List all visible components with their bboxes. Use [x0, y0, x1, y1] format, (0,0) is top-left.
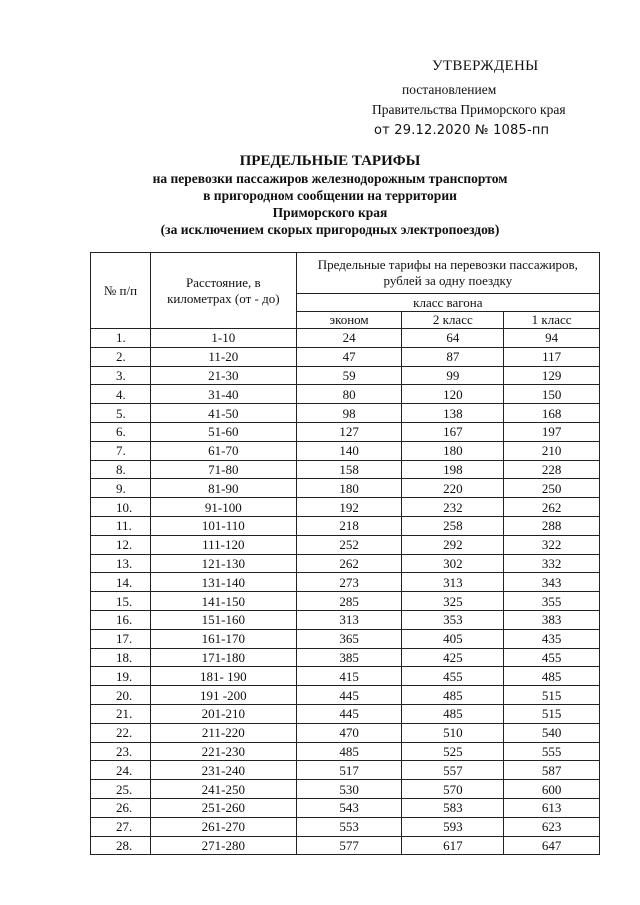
tariff-rows — [91, 329, 600, 855]
row-class2-price: 525 — [402, 742, 504, 761]
row-econom-price: 553 — [296, 817, 402, 836]
row-number: 1. — [91, 329, 151, 348]
row-econom-price: 365 — [296, 629, 402, 648]
row-class2-price: 325 — [402, 592, 504, 611]
table-row — [91, 667, 600, 686]
table-row — [91, 592, 600, 611]
row-econom-price: 24 — [296, 329, 402, 348]
table-row — [91, 761, 600, 780]
row-class1-price: 322 — [504, 535, 600, 554]
row-class2-price: 64 — [402, 329, 504, 348]
row-distance: 271-280 — [150, 836, 296, 855]
table-row — [91, 554, 600, 573]
row-class2-price: 485 — [402, 704, 504, 723]
row-class2-price: 593 — [402, 817, 504, 836]
row-class2-price: 99 — [402, 366, 504, 385]
row-distance: 81-90 — [150, 479, 296, 498]
row-class2-price: 583 — [402, 798, 504, 817]
row-distance: 251-260 — [150, 798, 296, 817]
row-class2-price: 232 — [402, 498, 504, 517]
row-class2-price: 485 — [402, 686, 504, 705]
row-number: 2. — [91, 347, 151, 366]
row-econom-price: 192 — [296, 498, 402, 517]
table-row — [91, 780, 600, 799]
tariff-table — [90, 252, 600, 855]
table-row — [91, 610, 600, 629]
table-row — [91, 422, 600, 441]
table-row — [91, 404, 600, 423]
table-row — [91, 704, 600, 723]
row-distance: 261-270 — [150, 817, 296, 836]
header-distance: Расстояние, в километрах (от - до) — [150, 253, 296, 329]
row-distance: 141-150 — [150, 592, 296, 611]
row-distance: 1-10 — [150, 329, 296, 348]
row-econom-price: 252 — [296, 535, 402, 554]
row-distance: 91-100 — [150, 498, 296, 517]
row-class2-price: 87 — [402, 347, 504, 366]
row-class1-price: 647 — [504, 836, 600, 855]
row-number: 13. — [91, 554, 151, 573]
row-class2-price: 570 — [402, 780, 504, 799]
row-distance: 101-110 — [150, 516, 296, 535]
row-distance: 191 -200 — [150, 686, 296, 705]
header-number: № п/п — [91, 253, 151, 329]
row-class2-price: 220 — [402, 479, 504, 498]
table-row — [91, 460, 600, 479]
row-class2-price: 617 — [402, 836, 504, 855]
row-distance: 31-40 — [150, 385, 296, 404]
row-econom-price: 158 — [296, 460, 402, 479]
title-line-5: (за исключением скорых пригородных электропоездов) — [160, 222, 500, 237]
row-distance: 221-230 — [150, 742, 296, 761]
row-distance: 171-180 — [150, 648, 296, 667]
approved-heading: УТВЕРЖДЕНЫ — [432, 58, 539, 74]
row-number: 19. — [91, 667, 151, 686]
row-class1-price: 455 — [504, 648, 600, 667]
row-number: 9. — [91, 479, 151, 498]
row-class1-price: 613 — [504, 798, 600, 817]
row-number: 17. — [91, 629, 151, 648]
row-econom-price: 98 — [296, 404, 402, 423]
row-class1-price: 262 — [504, 498, 600, 517]
row-econom-price: 517 — [296, 761, 402, 780]
row-econom-price: 218 — [296, 516, 402, 535]
row-econom-price: 543 — [296, 798, 402, 817]
row-class1-price: 383 — [504, 610, 600, 629]
row-class2-price: 557 — [402, 761, 504, 780]
row-number: 25. — [91, 780, 151, 799]
table-row — [91, 498, 600, 517]
row-number: 4. — [91, 385, 151, 404]
row-econom-price: 445 — [296, 686, 402, 705]
table-row — [91, 648, 600, 667]
row-number: 18. — [91, 648, 151, 667]
row-number: 23. — [91, 742, 151, 761]
row-class2-price: 120 — [402, 385, 504, 404]
table-row — [91, 817, 600, 836]
row-number: 11. — [91, 516, 151, 535]
title-line-4: Приморского края — [272, 205, 388, 220]
row-class2-price: 353 — [402, 610, 504, 629]
row-number: 5. — [91, 404, 151, 423]
row-class1-price: 210 — [504, 441, 600, 460]
row-distance: 231-240 — [150, 761, 296, 780]
header-class1: 1 класс — [504, 312, 600, 329]
row-class2-price: 138 — [402, 404, 504, 423]
row-class1-price: 117 — [504, 347, 600, 366]
row-class1-price: 515 — [504, 704, 600, 723]
row-econom-price: 127 — [296, 422, 402, 441]
row-distance: 201-210 — [150, 704, 296, 723]
row-distance: 21-30 — [150, 366, 296, 385]
row-econom-price: 273 — [296, 573, 402, 592]
table-row — [91, 366, 600, 385]
row-econom-price: 285 — [296, 592, 402, 611]
row-distance: 211-220 — [150, 723, 296, 742]
row-distance: 131-140 — [150, 573, 296, 592]
row-class2-price: 167 — [402, 422, 504, 441]
row-econom-price: 180 — [296, 479, 402, 498]
row-number: 21. — [91, 704, 151, 723]
decree-label: постановлением — [402, 82, 497, 97]
row-econom-price: 470 — [296, 723, 402, 742]
row-class2-price: 302 — [402, 554, 504, 573]
row-class2-price: 425 — [402, 648, 504, 667]
header-class2: 2 класс — [402, 312, 504, 329]
row-distance: 111-120 — [150, 535, 296, 554]
document-title — [100, 152, 560, 238]
row-class1-price: 168 — [504, 404, 600, 423]
row-number: 22. — [91, 723, 151, 742]
row-class2-price: 313 — [402, 573, 504, 592]
row-class1-price: 485 — [504, 667, 600, 686]
header-tariffs: Предельные тарифы на перевозки пассажиров, рублей за одну поездку — [296, 253, 599, 294]
row-distance: 121-130 — [150, 554, 296, 573]
row-class1-price: 94 — [504, 329, 600, 348]
row-number: 14. — [91, 573, 151, 592]
title-line-2: на перевозки пассажиров железнодорожным транспортом — [152, 171, 508, 186]
table-row — [91, 742, 600, 761]
table-row — [91, 836, 600, 855]
table-row — [91, 347, 600, 366]
row-econom-price: 47 — [296, 347, 402, 366]
decree-date-number: от 29.12.2020 № 1085-пп — [374, 123, 550, 138]
row-class1-price: 250 — [504, 479, 600, 498]
row-econom-price: 262 — [296, 554, 402, 573]
row-distance: 71-80 — [150, 460, 296, 479]
row-class1-price: 343 — [504, 573, 600, 592]
row-econom-price: 59 — [296, 366, 402, 385]
row-econom-price: 385 — [296, 648, 402, 667]
row-econom-price: 530 — [296, 780, 402, 799]
header-econom: эконом — [296, 312, 402, 329]
table-row — [91, 573, 600, 592]
row-number: 10. — [91, 498, 151, 517]
row-class1-price: 600 — [504, 780, 600, 799]
row-distance: 41-50 — [150, 404, 296, 423]
row-class1-price: 435 — [504, 629, 600, 648]
row-class1-price: 129 — [504, 366, 600, 385]
row-distance: 241-250 — [150, 780, 296, 799]
row-class1-price: 540 — [504, 723, 600, 742]
row-distance: 161-170 — [150, 629, 296, 648]
row-class1-price: 515 — [504, 686, 600, 705]
table-row — [91, 535, 600, 554]
row-distance: 51-60 — [150, 422, 296, 441]
row-class1-price: 555 — [504, 742, 600, 761]
row-class1-price: 332 — [504, 554, 600, 573]
row-econom-price: 415 — [296, 667, 402, 686]
row-distance: 61-70 — [150, 441, 296, 460]
row-class2-price: 510 — [402, 723, 504, 742]
table-row — [91, 516, 600, 535]
row-econom-price: 445 — [296, 704, 402, 723]
title-line-3: в пригородном сообщении на территории — [203, 188, 457, 203]
header-class-group: класс вагона — [296, 294, 599, 312]
row-number: 26. — [91, 798, 151, 817]
row-number: 7. — [91, 441, 151, 460]
row-number: 6. — [91, 422, 151, 441]
row-class1-price: 228 — [504, 460, 600, 479]
row-econom-price: 80 — [296, 385, 402, 404]
row-econom-price: 485 — [296, 742, 402, 761]
row-class2-price: 180 — [402, 441, 504, 460]
row-number: 24. — [91, 761, 151, 780]
row-number: 12. — [91, 535, 151, 554]
row-class1-price: 623 — [504, 817, 600, 836]
row-class2-price: 405 — [402, 629, 504, 648]
row-class2-price: 292 — [402, 535, 504, 554]
title-line-1: ПРЕДЕЛЬНЫЕ ТАРИФЫ — [239, 153, 421, 169]
table-row — [91, 723, 600, 742]
table-row — [91, 329, 600, 348]
row-number: 20. — [91, 686, 151, 705]
row-number: 28. — [91, 836, 151, 855]
row-distance: 11-20 — [150, 347, 296, 366]
row-class1-price: 587 — [504, 761, 600, 780]
row-number: 8. — [91, 460, 151, 479]
table-row — [91, 441, 600, 460]
row-class2-price: 455 — [402, 667, 504, 686]
table-row — [91, 686, 600, 705]
table-row — [91, 798, 600, 817]
row-econom-price: 140 — [296, 441, 402, 460]
row-number: 16. — [91, 610, 151, 629]
row-distance: 151-160 — [150, 610, 296, 629]
table-row — [91, 479, 600, 498]
row-class1-price: 355 — [504, 592, 600, 611]
row-number: 27. — [91, 817, 151, 836]
government-label: Правительства Приморского края — [372, 102, 566, 117]
row-class1-price: 197 — [504, 422, 600, 441]
row-number: 15. — [91, 592, 151, 611]
row-class1-price: 150 — [504, 385, 600, 404]
row-class2-price: 198 — [402, 460, 504, 479]
row-class1-price: 288 — [504, 516, 600, 535]
row-econom-price: 577 — [296, 836, 402, 855]
table-row — [91, 385, 600, 404]
row-distance: 181- 190 — [150, 667, 296, 686]
row-econom-price: 313 — [296, 610, 402, 629]
row-number: 3. — [91, 366, 151, 385]
table-row — [91, 629, 600, 648]
row-class2-price: 258 — [402, 516, 504, 535]
